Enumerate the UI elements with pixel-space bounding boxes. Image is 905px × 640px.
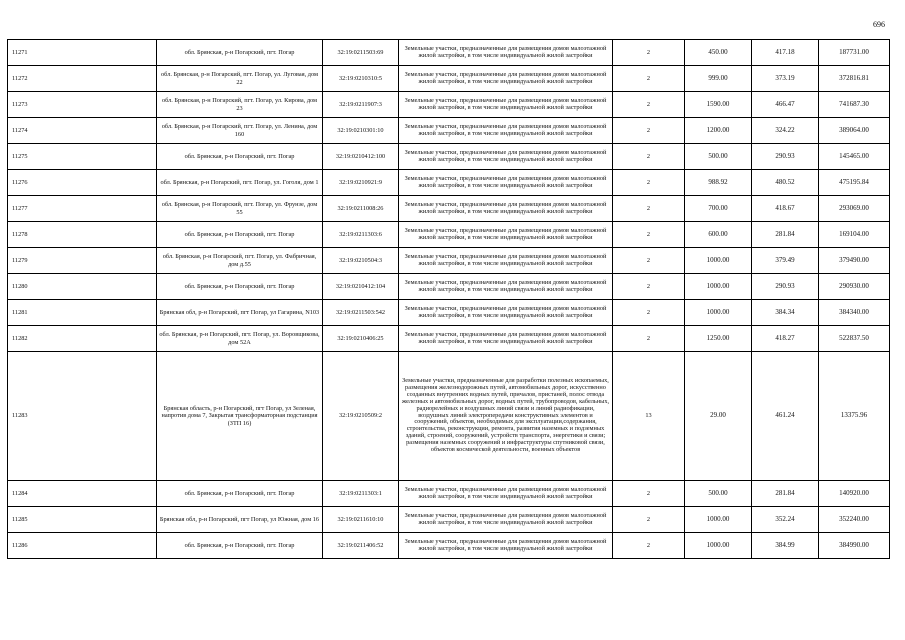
use-group-cell: 2 — [613, 196, 685, 222]
table-row — [8, 300, 890, 326]
specific-value-cell: 379.49 — [752, 248, 819, 274]
cadastral-value-cell: 352240.00 — [819, 507, 890, 533]
cadastral-value-cell: 522837.50 — [819, 326, 890, 352]
area-cell: 999.00 — [685, 66, 752, 92]
cadastral-value-cell: 169104.00 — [819, 222, 890, 248]
area-cell: 1590.00 — [685, 92, 752, 118]
address-cell: Брянская обл, р-н Погарский, пгт Погар, ул Южная, дом 16 — [157, 507, 323, 533]
cadastral-value-cell: 145465.00 — [819, 144, 890, 170]
permitted-use-cell: Земельные участки, предназначенные для размещения домов малоэтажной жилой застройки, в том числе индивидуальной жилой застройки — [399, 507, 613, 533]
cadastral-value-cell: 140920.00 — [819, 481, 890, 507]
area-cell: 1000.00 — [685, 300, 752, 326]
cadastral-number-cell: 32:19:0211406:52 — [323, 533, 399, 559]
cadastral-value-cell: 741687.30 — [819, 92, 890, 118]
table-row — [8, 170, 890, 196]
specific-value-cell: 461.24 — [752, 352, 819, 481]
row-number: 11275 — [8, 144, 157, 170]
cadastral-value-cell: 13375.96 — [819, 352, 890, 481]
use-group-cell: 2 — [613, 507, 685, 533]
row-number: 11281 — [8, 300, 157, 326]
area-cell: 500.00 — [685, 144, 752, 170]
row-number: 11274 — [8, 118, 157, 144]
area-cell: 1000.00 — [685, 533, 752, 559]
address-cell: обл. Брянская, р-н Погарский, пгт. Погар, ул. Воровщикова, дом 52А — [157, 326, 323, 352]
use-group-cell: 2 — [613, 118, 685, 144]
table-row — [8, 118, 890, 144]
address-cell: обл. Брянская, р-н Погарский, пгт. Погар — [157, 40, 323, 66]
cadastral-number-cell: 32:19:0210412:100 — [323, 144, 399, 170]
address-cell: обл. Брянская, р-н Погарский, пгт. Погар, ул. Гоголя, дом 1 — [157, 170, 323, 196]
table-row — [8, 92, 890, 118]
permitted-use-cell: Земельные участки, предназначенные для размещения домов малоэтажной жилой застройки, в том числе индивидуальной жилой застройки — [399, 196, 613, 222]
use-group-cell: 2 — [613, 533, 685, 559]
cadastral-number-cell: 32:19:0210509:2 — [323, 352, 399, 481]
table-row — [8, 222, 890, 248]
area-cell: 1000.00 — [685, 507, 752, 533]
permitted-use-cell: Земельные участки, предназначенные для размещения домов малоэтажной жилой застройки, в том числе индивидуальной жилой застройки — [399, 118, 613, 144]
cadastral-value-cell: 290930.00 — [819, 274, 890, 300]
area-cell: 29.00 — [685, 352, 752, 481]
address-cell: обл. Брянская, р-н Погарский, пгт. Погар — [157, 481, 323, 507]
area-cell: 988.92 — [685, 170, 752, 196]
use-group-cell: 2 — [613, 481, 685, 507]
specific-value-cell: 418.67 — [752, 196, 819, 222]
specific-value-cell: 466.47 — [752, 92, 819, 118]
row-number: 11278 — [8, 222, 157, 248]
permitted-use-cell: Земельные участки, предназначенные для размещения домов малоэтажной жилой застройки, в том числе индивидуальной жилой застройки — [399, 170, 613, 196]
area-cell: 700.00 — [685, 196, 752, 222]
cadastral-value-cell: 384340.00 — [819, 300, 890, 326]
address-cell: обл. Брянская, р-н Погарский, пгт. Погар — [157, 222, 323, 248]
permitted-use-cell: Земельные участки, предназначенные для размещения домов малоэтажной жилой застройки, в том числе индивидуальной жилой застройки — [399, 40, 613, 66]
table-row — [8, 274, 890, 300]
specific-value-cell: 281.84 — [752, 222, 819, 248]
address-cell: Брянская обл, р-н Погарский, пгт Погар, ул Гагарина, N103 — [157, 300, 323, 326]
specific-value-cell: 384.99 — [752, 533, 819, 559]
cadastral-number-cell: 32:19:0211503:542 — [323, 300, 399, 326]
cadastral-value-cell: 389064.00 — [819, 118, 890, 144]
use-group-cell: 2 — [613, 92, 685, 118]
permitted-use-cell: Земельные участки, предназначенные для размещения домов малоэтажной жилой застройки, в том числе индивидуальной жилой застройки — [399, 222, 613, 248]
table-row — [8, 144, 890, 170]
address-cell: обл. Брянская, р-н Погарский, пгт. Погар — [157, 533, 323, 559]
table-row — [8, 66, 890, 92]
cadastral-number-cell: 32:19:0211610:10 — [323, 507, 399, 533]
specific-value-cell: 480.52 — [752, 170, 819, 196]
row-number: 11276 — [8, 170, 157, 196]
permitted-use-cell: Земельные участки, предназначенные для размещения домов малоэтажной жилой застройки, в том числе индивидуальной жилой застройки — [399, 300, 613, 326]
permitted-use-cell: Земельные участки, предназначенные для разработки полезных ископаемых, размещения железнодорожных путей, автомобильных дорог, искусственно созданных внутренних водных путей, причалов, пристаней, полос отвода железных и автомобильных дорог, водных путей, трубопроводов, кабельных, радиорелейных и воздушных линий связи и линий радиофикации, воздушных линий электропередачи конструктивных элементов и сооружений, объектов, необходимых для эксплуатации,содержания, строительства, реконструкции, ремонта, развития наземных и подземных зданий, строений, сооружений, устройств транспорта, энергетики и связи; размещения наземных сооружений и инфраструктуры спутниковой связи, объектов космической деятельности, военных объектов — [399, 352, 613, 481]
cadastral-value-cell: 187731.00 — [819, 40, 890, 66]
cadastral-number-cell: 32:19:0211303:6 — [323, 222, 399, 248]
row-number: 11286 — [8, 533, 157, 559]
permitted-use-cell: Земельные участки, предназначенные для размещения домов малоэтажной жилой застройки, в том числе индивидуальной жилой застройки — [399, 274, 613, 300]
cadastral-number-cell: 32:19:0211008:26 — [323, 196, 399, 222]
cadastral-number-cell: 32:19:0211907:3 — [323, 92, 399, 118]
table-row — [8, 326, 890, 352]
specific-value-cell: 324.22 — [752, 118, 819, 144]
cadastral-valuation-table — [7, 39, 890, 559]
cadastral-value-cell: 384990.00 — [819, 533, 890, 559]
address-cell: обл. Брянская, р-н Погарский, пгт. Погар, ул. Фрунзе, дом 55 — [157, 196, 323, 222]
address-cell: обл. Брянская, р-н Погарский, пгт. Погар — [157, 274, 323, 300]
specific-value-cell: 290.93 — [752, 274, 819, 300]
area-cell: 600.00 — [685, 222, 752, 248]
row-number: 11279 — [8, 248, 157, 274]
table-row — [8, 507, 890, 533]
permitted-use-cell: Земельные участки, предназначенные для размещения домов малоэтажной жилой застройки, в том числе индивидуальной жилой застройки — [399, 144, 613, 170]
use-group-cell: 2 — [613, 300, 685, 326]
use-group-cell: 2 — [613, 222, 685, 248]
permitted-use-cell: Земельные участки, предназначенные для размещения домов малоэтажной жилой застройки, в том числе индивидуальной жилой застройки — [399, 66, 613, 92]
row-number: 11273 — [8, 92, 157, 118]
use-group-cell: 2 — [613, 40, 685, 66]
use-group-cell: 2 — [613, 144, 685, 170]
use-group-cell: 2 — [613, 326, 685, 352]
row-number: 11271 — [8, 40, 157, 66]
permitted-use-cell: Земельные участки, предназначенные для размещения домов малоэтажной жилой застройки, в том числе индивидуальной жилой застройки — [399, 533, 613, 559]
row-number: 11272 — [8, 66, 157, 92]
cadastral-number-cell: 32:19:0210310:5 — [323, 66, 399, 92]
address-cell: Брянская область, р-н Погарский, пгт Погар, ул Зеленая, напротив дома 7, Закрытая трансформаторная подстанция (ЗТП 16) — [157, 352, 323, 481]
table-row — [8, 481, 890, 507]
address-cell: обл. Брянская, р-н Погарский, пгт. Погар, ул. Ленина, дом 160 — [157, 118, 323, 144]
row-number: 11285 — [8, 507, 157, 533]
cadastral-number-cell: 32:19:0210412:104 — [323, 274, 399, 300]
cadastral-value-cell: 379490.00 — [819, 248, 890, 274]
row-number: 11280 — [8, 274, 157, 300]
row-number: 11277 — [8, 196, 157, 222]
address-cell: обл. Брянская, р-н Погарский, пгт. Погар, ул. Кирова, дом 23 — [157, 92, 323, 118]
use-group-cell: 2 — [613, 248, 685, 274]
area-cell: 500.00 — [685, 481, 752, 507]
specific-value-cell: 281.84 — [752, 481, 819, 507]
row-number: 11283 — [8, 352, 157, 481]
table-row — [8, 196, 890, 222]
page-number: 696 — [873, 20, 885, 29]
cadastral-number-cell: 32:19:0210921:9 — [323, 170, 399, 196]
area-cell: 1000.00 — [685, 248, 752, 274]
cadastral-value-cell: 372816.81 — [819, 66, 890, 92]
specific-value-cell: 290.93 — [752, 144, 819, 170]
row-number: 11282 — [8, 326, 157, 352]
row-number: 11284 — [8, 481, 157, 507]
use-group-cell: 2 — [613, 274, 685, 300]
cadastral-value-cell: 475195.84 — [819, 170, 890, 196]
area-cell: 1000.00 — [685, 274, 752, 300]
cadastral-number-cell: 32:19:0210406:25 — [323, 326, 399, 352]
use-group-cell: 2 — [613, 66, 685, 92]
specific-value-cell: 384.34 — [752, 300, 819, 326]
specific-value-cell: 418.27 — [752, 326, 819, 352]
area-cell: 1250.00 — [685, 326, 752, 352]
address-cell: обл. Брянская, р-н Погарский, пгт. Погар, ул. Луговая, дом 22 — [157, 66, 323, 92]
cadastral-number-cell: 32:19:0211303:1 — [323, 481, 399, 507]
cadastral-number-cell: 32:19:0211503:69 — [323, 40, 399, 66]
table-row — [8, 533, 890, 559]
permitted-use-cell: Земельные участки, предназначенные для размещения домов малоэтажной жилой застройки, в том числе индивидуальной жилой застройки — [399, 248, 613, 274]
cadastral-value-cell: 293069.00 — [819, 196, 890, 222]
cadastral-number-cell: 32:19:0210504:3 — [323, 248, 399, 274]
address-cell: обл. Брянская, р-н Погарский, пгт. Погар, ул. Фабричная, дом д.55 — [157, 248, 323, 274]
specific-value-cell: 352.24 — [752, 507, 819, 533]
specific-value-cell: 417.18 — [752, 40, 819, 66]
table-row — [8, 352, 890, 481]
permitted-use-cell: Земельные участки, предназначенные для размещения домов малоэтажной жилой застройки, в том числе индивидуальной жилой застройки — [399, 92, 613, 118]
area-cell: 450.00 — [685, 40, 752, 66]
table-row — [8, 40, 890, 66]
address-cell: обл. Брянская, р-н Погарский, пгт. Погар — [157, 144, 323, 170]
permitted-use-cell: Земельные участки, предназначенные для размещения домов малоэтажной жилой застройки, в том числе индивидуальной жилой застройки — [399, 481, 613, 507]
cadastral-number-cell: 32:19:0210301:10 — [323, 118, 399, 144]
use-group-cell: 2 — [613, 170, 685, 196]
specific-value-cell: 373.19 — [752, 66, 819, 92]
area-cell: 1200.00 — [685, 118, 752, 144]
table-row — [8, 248, 890, 274]
use-group-cell: 13 — [613, 352, 685, 481]
permitted-use-cell: Земельные участки, предназначенные для размещения домов малоэтажной жилой застройки, в том числе индивидуальной жилой застройки — [399, 326, 613, 352]
